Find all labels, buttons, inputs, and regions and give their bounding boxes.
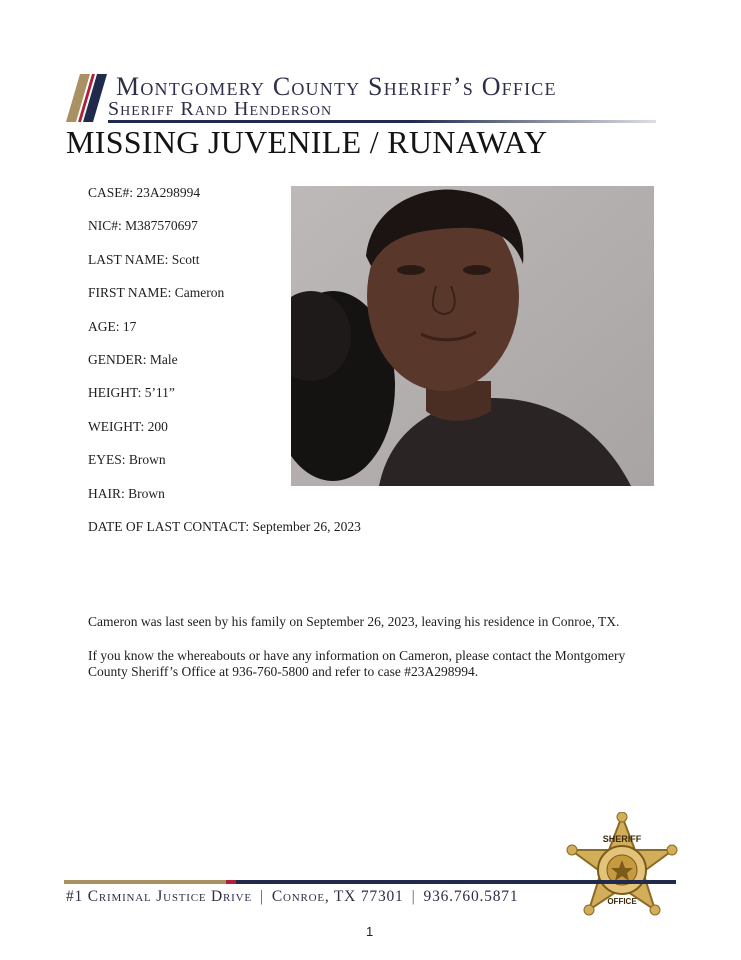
page-title: MISSING JUVENILE / RUNAWAY bbox=[66, 124, 548, 160]
missing-person-photo bbox=[291, 186, 654, 486]
footer-address: #1 Criminal Justice Drive bbox=[66, 888, 252, 905]
footer-city: Conroe, TX 77301 bbox=[271, 888, 404, 905]
badge-bottom-text: OFFICE bbox=[607, 897, 637, 906]
field-case-number: CASE#: 23A298994 bbox=[88, 185, 201, 200]
org-name: Montgomery County Sheriff’s Office bbox=[116, 72, 557, 101]
portrait-illustration bbox=[291, 186, 654, 486]
field-age: AGE: 17 bbox=[88, 318, 137, 334]
footer-rule-gold bbox=[64, 880, 226, 884]
field-gender: GENDER: Male bbox=[88, 351, 178, 367]
sheriff-star-badge-icon bbox=[565, 812, 679, 924]
field-nic-number: NIC#: M387570697 bbox=[88, 218, 198, 234]
narrative-contact-info: If you know the whereabouts or have any information on Cameron, please contact the Montgomery County Sheriff’s Office at 936-760-5800 and refer to case #23A298994. bbox=[88, 648, 626, 679]
field-last-name: LAST NAME: Scott bbox=[88, 251, 200, 267]
footer-separator: | bbox=[259, 888, 264, 905]
footer-contact bbox=[66, 888, 518, 906]
header-rule bbox=[108, 120, 656, 123]
footer-rule-red bbox=[226, 880, 236, 884]
narrative-last-seen: Cameron was last seen by his family on September 26, 2023, leaving his residence in Conroe, TX. bbox=[88, 614, 620, 629]
field-height: HEIGHT: 5’11” bbox=[88, 385, 175, 401]
field-weight: WEIGHT: 200 bbox=[88, 418, 168, 434]
footer-phone: 936.760.5871 bbox=[423, 888, 519, 905]
field-eyes: EYES: Brown bbox=[88, 452, 166, 468]
footer-rule-navy bbox=[236, 880, 676, 884]
badge-top-text: SHERIFF bbox=[602, 834, 642, 844]
footer-separator: | bbox=[411, 888, 416, 905]
field-last-contact: DATE OF LAST CONTACT: September 26, 2023 bbox=[88, 518, 361, 534]
field-first-name: FIRST NAME: Cameron bbox=[88, 285, 225, 301]
page-number: 1 bbox=[366, 924, 374, 939]
sheriff-logo-stripes-icon bbox=[64, 74, 112, 122]
field-hair: HAIR: Brown bbox=[88, 485, 165, 501]
sheriff-name: Sheriff Rand Henderson bbox=[108, 98, 333, 120]
